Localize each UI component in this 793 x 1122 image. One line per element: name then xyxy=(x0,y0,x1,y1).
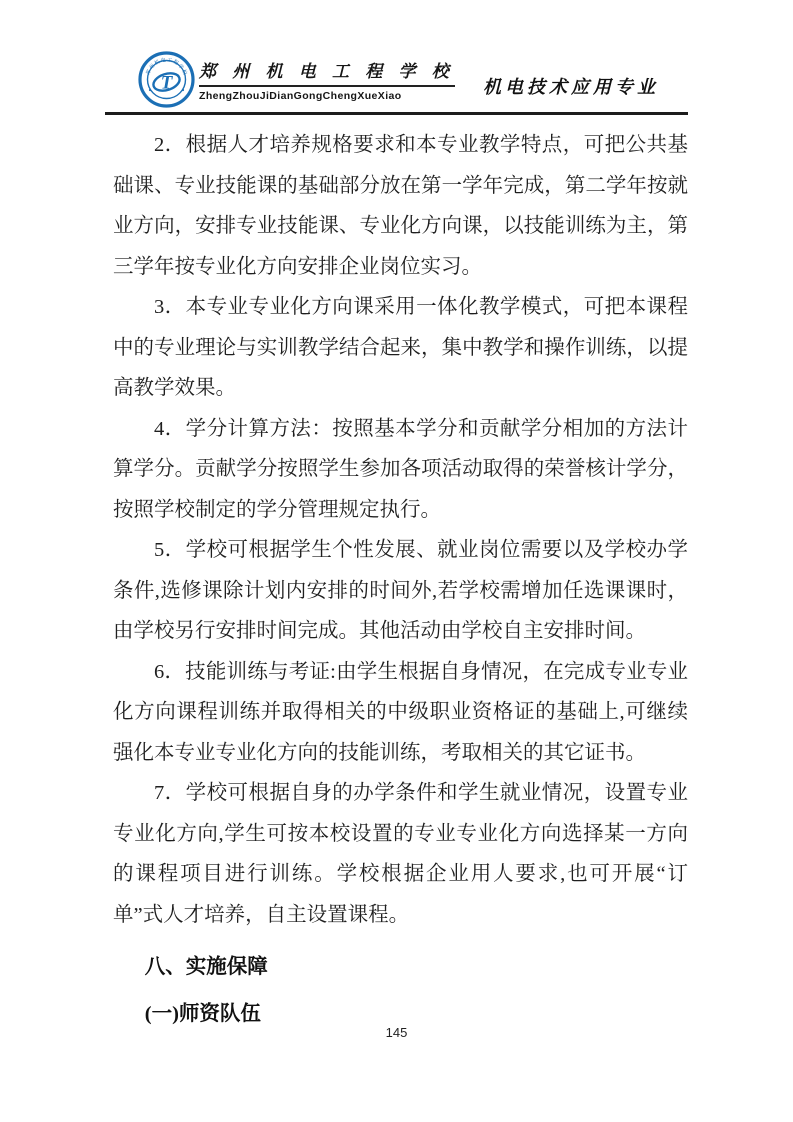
school-name-block xyxy=(199,57,455,102)
body-paragraph: 3．本专业专业化方向课采用一体化教学模式，可把本课程中的专业理论与实训教学结合起来，集中教学和操作训练，以提高教学效果。 xyxy=(113,296,688,399)
body-paragraph: 4．学分计算方法：按照基本学分和贡献学分相加的方法计算学分。贡献学分按照学生参加各项活动取得的荣誉核计学分，按照学校制定的学分管理规定执行。 xyxy=(113,417,688,521)
page-number: 145 xyxy=(385,1025,408,1040)
svg-text:T: T xyxy=(160,72,173,94)
school-name-chinese: 郑 州 机 电 工 程 学 校 xyxy=(199,57,455,87)
subsection-heading: (一)师资队伍 xyxy=(144,1002,261,1025)
page-footer xyxy=(0,1025,793,1040)
school-logo xyxy=(138,51,195,108)
section-heading: 八、实施保障 xyxy=(144,956,268,978)
school-logo-icon xyxy=(138,51,195,108)
body-paragraph: 5．学校可根据学生个性发展、就业岗位需要以及学校办学条件,选修课除计划内安排的时间外,若学校需增加任选课课时，由学校另行安排时间完成。其他活动由学校自主安排时间。 xyxy=(113,539,688,642)
body-paragraph: 2．根据人才培养规格要求和本专业教学特点，可把公共基础课、专业技能课的基础部分放在第一学年完成，第二学年按就业方向，安排专业技能课、专业化方向课，以技能训练为主，第三学年按专业化方向安排企业岗位实习。 xyxy=(113,134,688,278)
school-name-pinyin: ZhengZhouJiDianGongChengXueXiao xyxy=(199,90,402,102)
body-paragraph: 7．学校可根据自身的办学条件和学生就业情况，设置专业专业化方向,学生可按本校设置的专业专业化方向选择某一方向的课程项目进行训练。学校根据企业用人要求,也可开展“订单”式人才培养，自主设置课程。 xyxy=(113,782,688,926)
body-paragraph: 6．技能训练与考证:由学生根据自身情况，在完成专业专业化方向课程训练并取得相关的中级职业资格证的基础上,可继续强化本专业专业化方向的技能训练，考取相关的其它证书。 xyxy=(113,660,688,764)
svg-text:郑州机电工程学校: 郑州机电工程学校 xyxy=(145,57,189,77)
header-divider xyxy=(105,112,688,115)
program-title: 机电技术应用专业 xyxy=(483,77,659,97)
document-body xyxy=(113,125,688,1034)
